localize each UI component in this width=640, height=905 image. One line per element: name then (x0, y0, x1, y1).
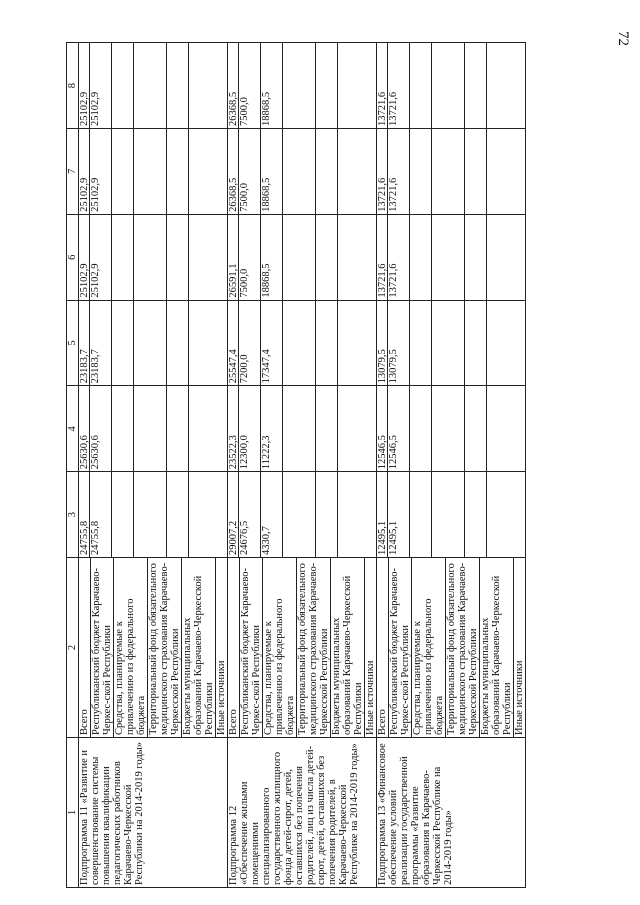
value-cell (283, 215, 316, 300)
value-cell: 13079,5 (388, 301, 410, 386)
header-cell: 5 (67, 300, 79, 386)
value-cell: 13721,6 (377, 43, 388, 128)
source-label: Всего (228, 558, 240, 737)
value-cell (167, 43, 189, 128)
source-label: Иные источники (365, 660, 376, 735)
value-column (79, 43, 228, 129)
value-column (228, 472, 377, 558)
program-name: Подпрограмма 11 «Развитие и совершенствование системы повышения квалификации педагогических работников Карачаево-Черкесской Республики на 2014-2019 годы» (79, 738, 228, 888)
value-cell (112, 129, 134, 214)
value-cell (338, 386, 349, 471)
value-cell (167, 472, 189, 557)
value-column (79, 386, 228, 472)
value-cell: 25102,9 (90, 215, 112, 300)
value-cell: 18868,5 (261, 129, 283, 214)
header-cell: 6 (67, 214, 79, 300)
value-cell (432, 472, 465, 557)
source-label: Республиканский бюджет Карачаево-Черкес-ской Республики (389, 558, 412, 737)
value-cell: 26368,5 (228, 129, 239, 214)
value-cell (410, 386, 432, 471)
value-cell: 26368,5 (228, 43, 239, 128)
source-label: Республиканский бюджет Карачаево-Черкес-ской Республики (91, 558, 114, 737)
header-cell: 3 (67, 472, 79, 558)
value-cell (316, 472, 338, 557)
value-cell (189, 472, 200, 557)
value-column (377, 214, 526, 300)
value-cell (338, 301, 349, 386)
source-label: Средства, планируемые к привлечению из федерального бюджета (412, 558, 446, 737)
value-cell (283, 129, 316, 214)
value-cell: 13721,6 (377, 129, 388, 214)
value-cell (487, 43, 498, 128)
value-cell (134, 129, 167, 214)
value-cell (316, 386, 338, 471)
source-label: Территориальный фонд обязательного медицинского страхования Карачаево-Черкесской Республики (148, 558, 182, 737)
value-cell (487, 472, 498, 557)
value-cell (487, 301, 498, 386)
value-cell (338, 472, 349, 557)
value-cell: 25630,6 (79, 386, 90, 471)
value-cell (487, 129, 498, 214)
source-label: Всего (79, 558, 91, 737)
value-cell (167, 301, 189, 386)
value-cell: 13721,6 (388, 129, 410, 214)
program-row (79, 43, 228, 888)
source-label: Иные источники (514, 660, 525, 735)
value-cell: 18868,5 (261, 43, 283, 128)
value-cell (167, 386, 189, 471)
value-cell (465, 129, 487, 214)
value-cell: 17347,4 (261, 301, 283, 386)
source-label: Средства, планируемые к привлечению из федерального бюджета (114, 558, 148, 737)
value-cell (338, 43, 349, 128)
source-label: Республиканский бюджет Карачаево-Черкес-ской Республики (240, 558, 263, 737)
value-cell: 25547,4 (228, 301, 239, 386)
source-label: Территориальный фонд обязательного медицинского страхования Карачаево-Черкесской Республики (297, 558, 331, 737)
value-column (377, 472, 526, 558)
source-list (228, 558, 377, 738)
value-cell: 25102,9 (79, 129, 90, 214)
value-cell (189, 301, 200, 386)
value-cell (465, 301, 487, 386)
value-cell (410, 301, 432, 386)
value-cell: 12495,1 (377, 472, 388, 557)
header-cell: 4 (67, 386, 79, 472)
value-cell: 7200,0 (239, 301, 261, 386)
value-cell (410, 215, 432, 300)
value-cell (316, 129, 338, 214)
source-list (377, 558, 526, 738)
page-number: 72 (615, 31, 631, 46)
program-name: Подпрограмма 12 «Обеспечение жилыми помещениями специализированного государственного жилищного фонда детей-сирот, детей, оставшихся без попечения родителей, лиц из числа детей-сирот, детей, оставшихся без попечения родителей, в Карачаево-Черкесской Республике на 2014-2019 годы» (228, 738, 377, 888)
value-column (228, 129, 377, 215)
budget-table-sheet (66, 43, 611, 888)
value-cell: 29007,2 (228, 472, 239, 557)
value-cell (316, 43, 338, 128)
value-cell: 11222,3 (261, 386, 283, 471)
value-cell (465, 43, 487, 128)
value-cell: 7500,0 (239, 43, 261, 128)
value-cell (283, 301, 316, 386)
header-cell: 7 (67, 129, 79, 215)
value-cell (338, 215, 349, 300)
value-cell (487, 386, 498, 471)
value-cell: 25102,9 (79, 215, 90, 300)
value-cell (432, 301, 465, 386)
value-cell: 26591,1 (228, 215, 239, 300)
value-cell: 25102,9 (79, 43, 90, 128)
value-cell (465, 386, 487, 471)
value-cell: 7500,0 (239, 215, 261, 300)
value-cell (189, 43, 200, 128)
value-cell: 25630,6 (90, 386, 112, 471)
source-list (79, 558, 228, 738)
value-cell (432, 386, 465, 471)
value-column (228, 43, 377, 129)
value-cell (432, 129, 465, 214)
value-cell (465, 215, 487, 300)
value-column (377, 43, 526, 129)
value-column (377, 386, 526, 472)
value-cell (189, 386, 200, 471)
value-cell: 23183,7 (79, 301, 90, 386)
program-row (228, 43, 377, 888)
source-label: Всего (377, 558, 389, 737)
value-cell: 24755,8 (90, 472, 112, 557)
source-label: Бюджеты муниципальных образований Карачаево-Черкесской Республики (480, 558, 514, 737)
value-column (228, 386, 377, 472)
header-row (67, 43, 79, 888)
source-label: Средства, планируемые к привлечению из федерального бюджета (263, 558, 297, 737)
value-cell: 13721,6 (388, 215, 410, 300)
value-cell (112, 472, 134, 557)
value-cell (134, 215, 167, 300)
value-cell (134, 301, 167, 386)
value-cell (283, 43, 316, 128)
value-cell: 24676,5 (239, 472, 261, 557)
value-column (377, 300, 526, 386)
value-cell (283, 386, 316, 471)
value-cell (134, 472, 167, 557)
value-cell (487, 215, 498, 300)
value-cell: 23183,7 (90, 301, 112, 386)
value-cell: 25102,9 (90, 129, 112, 214)
value-cell (432, 43, 465, 128)
value-cell (465, 472, 487, 557)
source-label: Бюджеты муниципальных образований Карачаево-Черкесской Республики (182, 558, 216, 737)
value-cell (189, 129, 200, 214)
value-column (79, 472, 228, 558)
value-cell: 7500,0 (239, 129, 261, 214)
value-cell: 25102,9 (90, 43, 112, 128)
value-cell (167, 215, 189, 300)
value-cell (410, 43, 432, 128)
value-cell (112, 215, 134, 300)
value-cell (283, 472, 316, 557)
value-cell: 18868,5 (261, 215, 283, 300)
value-column (228, 300, 377, 386)
value-cell: 4330,7 (261, 472, 283, 557)
program-name: Подпрограмма 13 «Финансовое обеспечение условий реализации государственной программы «Развитие образования в Карачаево-Черкесской Республике на 2014-2019 годы» (377, 738, 526, 888)
value-cell: 12495,1 (388, 472, 410, 557)
value-cell (316, 215, 338, 300)
source-label: Иные источники (216, 660, 227, 735)
value-cell: 12300,0 (239, 386, 261, 471)
value-cell (338, 129, 349, 214)
source-label: Территориальный фонд обязательного медицинского страхования Карачаево-Черкесской Республики (446, 558, 480, 737)
value-cell: 13721,6 (388, 43, 410, 128)
program-row (377, 43, 526, 888)
value-cell: 12546,5 (377, 386, 388, 471)
value-cell (167, 129, 189, 214)
value-cell: 23522,3 (228, 386, 239, 471)
value-cell: 12546,5 (388, 386, 410, 471)
value-cell (112, 43, 134, 128)
value-cell: 24755,8 (79, 472, 90, 557)
value-cell: 13721,6 (377, 215, 388, 300)
value-cell (134, 386, 167, 471)
table-body (79, 43, 526, 888)
header-cell: 8 (67, 43, 79, 129)
value-column (228, 214, 377, 300)
value-cell (134, 43, 167, 128)
value-column (79, 300, 228, 386)
header-cell: 1 (67, 738, 79, 888)
value-cell (316, 301, 338, 386)
value-column (79, 214, 228, 300)
value-column (377, 129, 526, 215)
header-cell: 2 (67, 558, 79, 738)
value-cell (410, 129, 432, 214)
budget-table (66, 42, 526, 888)
value-cell (189, 215, 200, 300)
value-cell: 13079,5 (377, 301, 388, 386)
source-label: Бюджеты муниципальных образований Карачаево-Черкесской Республики (331, 558, 365, 737)
value-cell (112, 386, 134, 471)
value-cell (112, 301, 134, 386)
value-column (79, 129, 228, 215)
value-cell (410, 472, 432, 557)
value-cell (432, 215, 465, 300)
